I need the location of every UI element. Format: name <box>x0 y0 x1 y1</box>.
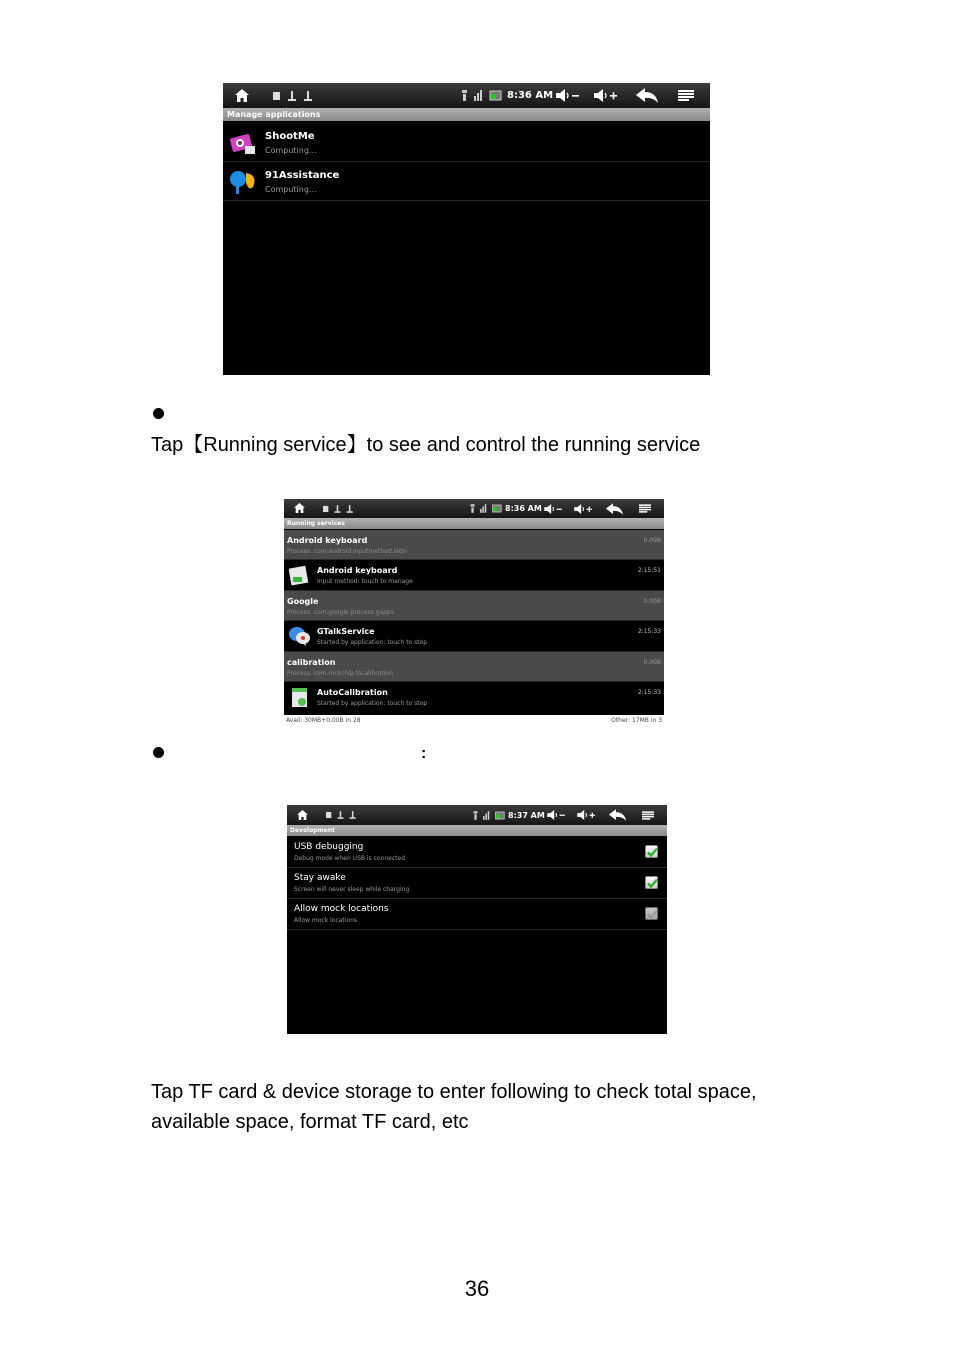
status-time: 8:36 AM <box>505 504 542 513</box>
running-services-screenshot <box>284 499 664 715</box>
setting-subtitle: Screen will never sleep while charging <box>294 886 410 893</box>
home-icon[interactable] <box>294 503 305 513</box>
bullet <box>153 747 164 758</box>
process-title: Android keyboard <box>287 536 368 545</box>
app-status: Computing... <box>265 185 317 194</box>
service-subtitle: Started by application: touch to stop <box>317 639 428 646</box>
assistance-app-icon <box>229 169 259 200</box>
setting-subtitle: Allow mock locations <box>294 917 358 924</box>
service-subtitle: Started by application: touch to stop <box>317 700 428 707</box>
process-row[interactable] <box>284 530 664 560</box>
back-icon[interactable] <box>636 88 658 103</box>
screen-title-bar <box>223 108 710 121</box>
setting-row[interactable] <box>287 868 667 899</box>
setting-title: Stay awake <box>294 873 346 883</box>
setting-title: USB debugging <box>294 842 364 852</box>
notification-icons <box>273 91 315 101</box>
wifi-signal-battery-icons <box>460 90 502 101</box>
process-size: 0.00B <box>643 659 661 666</box>
setting-row[interactable] <box>287 837 667 868</box>
wifi-signal-battery-icons <box>472 811 505 820</box>
running-service-instruction: Tap【Running service】to see and control the running service <box>151 434 701 456</box>
storage-instruction-line-2: available space, format TF card, etc <box>151 1111 469 1133</box>
colon-mark: : <box>421 745 427 762</box>
service-title: Android keyboard <box>317 566 398 575</box>
screen-title: Running services <box>287 520 345 527</box>
usb-debugging-checkbox[interactable] <box>645 845 658 858</box>
development-settings-screenshot <box>287 805 667 1034</box>
mock-locations-checkbox[interactable] <box>645 907 658 920</box>
process-size: 0.00B <box>643 537 661 544</box>
screen-title: Manage applications <box>227 110 321 119</box>
stay-awake-checkbox[interactable] <box>645 876 658 889</box>
bullet <box>153 408 164 419</box>
notification-icons <box>323 505 355 513</box>
process-title: calibration <box>287 658 336 667</box>
process-row[interactable] <box>284 652 664 682</box>
process-subtitle: Process: com.google.process.gapps <box>287 609 394 616</box>
setting-row[interactable] <box>287 899 667 930</box>
volume-up-icon[interactable] <box>594 89 618 102</box>
back-icon[interactable] <box>606 503 623 515</box>
keyboard-app-icon <box>289 564 309 591</box>
process-title: Google <box>287 597 319 606</box>
gtalk-app-icon <box>289 626 311 651</box>
menu-icon[interactable] <box>642 811 654 820</box>
wifi-signal-battery-icons <box>469 504 502 513</box>
service-time: 2:15:33 <box>637 689 661 696</box>
app-status: Computing... <box>265 146 317 155</box>
home-icon[interactable] <box>297 810 308 820</box>
app-name: 91Assistance <box>265 170 340 181</box>
shootme-app-icon <box>229 130 257 161</box>
process-row[interactable] <box>284 591 664 621</box>
menu-icon[interactable] <box>639 504 651 513</box>
screen-title-bar <box>287 825 667 836</box>
service-title: AutoCalibration <box>317 688 388 697</box>
page-number: 36 <box>464 1276 490 1301</box>
status-time: 8:37 AM <box>508 811 545 820</box>
setting-title: Allow mock locations <box>294 904 389 914</box>
process-subtitle: Process: com.android.inputmethod.latin <box>287 548 407 555</box>
service-time: 2:15:33 <box>637 628 661 635</box>
menu-icon[interactable] <box>678 90 694 101</box>
status-time: 8:36 AM <box>507 90 554 101</box>
memory-footer-left: Avail: 30MB+0.00B in 28 <box>286 717 361 724</box>
list-item[interactable] <box>223 123 710 162</box>
status-bar <box>287 805 667 825</box>
screen-title: Development <box>290 827 335 834</box>
list-item[interactable] <box>223 162 710 201</box>
status-bar <box>223 83 710 108</box>
notification-icons <box>326 811 358 819</box>
screen-title-bar <box>284 518 664 529</box>
volume-down-icon[interactable] <box>547 810 566 820</box>
volume-up-icon[interactable] <box>577 810 596 820</box>
service-row[interactable] <box>284 560 664 591</box>
app-name: ShootMe <box>265 131 315 142</box>
manage-applications-screenshot <box>223 83 710 375</box>
volume-down-icon[interactable] <box>544 504 563 514</box>
back-icon[interactable] <box>609 809 626 821</box>
memory-footer-right: Other: 17MB in 3 <box>611 717 662 724</box>
storage-instruction-line-1: Tap TF card & device storage to enter following to check total space, <box>151 1081 757 1103</box>
volume-down-icon[interactable] <box>556 89 580 102</box>
service-row[interactable] <box>284 682 664 715</box>
service-title: GTalkService <box>317 627 375 636</box>
process-size: 0.00B <box>643 598 661 605</box>
setting-subtitle: Debug mode when USB is connected <box>294 855 406 862</box>
status-bar <box>284 499 664 518</box>
home-icon[interactable] <box>235 89 249 102</box>
calibration-app-icon <box>291 687 309 714</box>
process-subtitle: Process: com.rockchip.tscalibration <box>287 670 393 677</box>
service-subtitle: Input method: touch to manage <box>317 578 413 585</box>
service-time: 2:15:51 <box>637 567 661 574</box>
service-row[interactable] <box>284 621 664 652</box>
volume-up-icon[interactable] <box>574 504 593 514</box>
